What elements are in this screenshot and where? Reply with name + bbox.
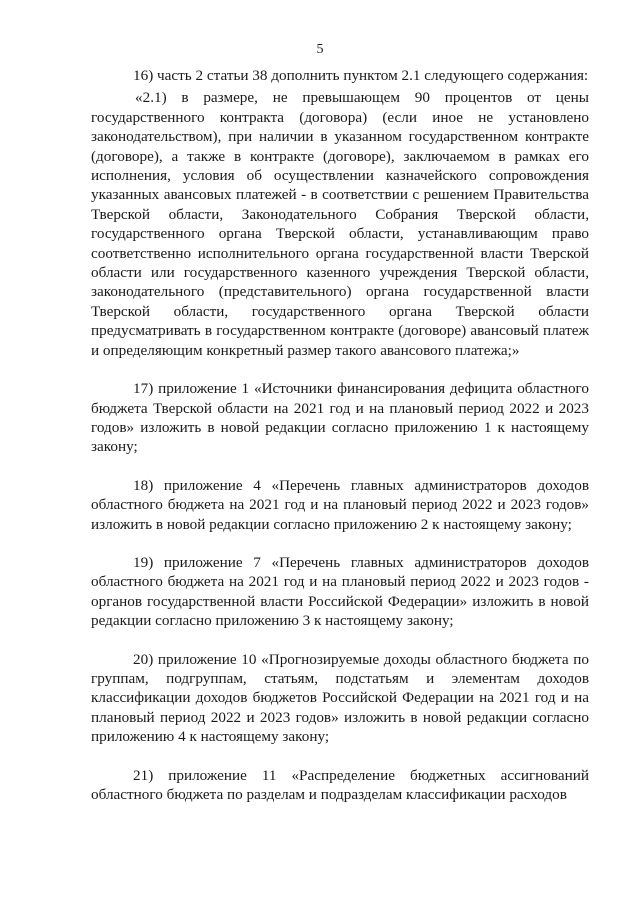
paragraph-item-21: 21) приложение 11 «Распределение бюджетных ассигнований областного бюджета по разделам и подразделам классификации расходов (91, 766, 589, 803)
paragraph-item-16: 16) часть 2 статьи 38 дополнить пунктом 2.1 следующего содержания: (133, 67, 589, 84)
page-number: 5 (316, 42, 324, 57)
paragraph-item-17: 17) приложение 1 «Источники финансирования дефицита областного бюджета Тверской области на 2021 год и на плановый период 2022 и 2023 годов» изложить в новой редакции согласно приложению 1 к настоящему закону; (91, 380, 589, 456)
paragraph-item-19: 19) приложение 7 «Перечень главных администраторов доходов областного бюджета на 2021 год и на плановый период 2022 и 2023 годов - органов государственной власти Российской Федерации» изложить в новой редакции согласно приложению 3 к настоящему закону; (91, 553, 589, 630)
document-body (91, 66, 589, 804)
paragraph-item-20: 20) приложение 10 «Прогнозируемые доходы областного бюджета по группам, подгруппам, статьям, подстатьям и элементам доходов классификации доходов бюджетов Российской Федерации на 2021 год и на плановый период 2022 и 2023 годов» изложить в новой редакции согласно приложению 4 к настоящему закону; (91, 650, 589, 746)
paragraph-item-18: 18) приложение 4 «Перечень главных администраторов доходов областного бюджета на 2021 год и на плановый период 2022 и 2023 годов» изложить в новой редакции согласно приложению 2 к настоящему закону; (91, 476, 589, 533)
paragraph-clause-2-1: «2.1) в размере, не превышающем 90 процентов от цены государственного контракта (договора) (если иное не установлено законодательством), при наличии в указанном государственном контракте (договоре), а также в контракте (договоре), заключаемом в рамках его исполнения, условия об осуществлении казначейского сопровождения указанных авансовых платежей - в соответствии с решением Правительства Тверской области, Законодательного Собрания Тверской области, государственного органа Тверской области, устанавливающим право соответственно исполнительного органа государственной власти Тверской области или государственного казенного учреждения Тверской области, законодательного (представительного) органа государственной власти Тверской области, государственного органа Тверской области предусматривать в государственном контракте (договоре) авансовый платеж и определяющим конкретный размер такого авансового платежа;» (91, 89, 589, 359)
